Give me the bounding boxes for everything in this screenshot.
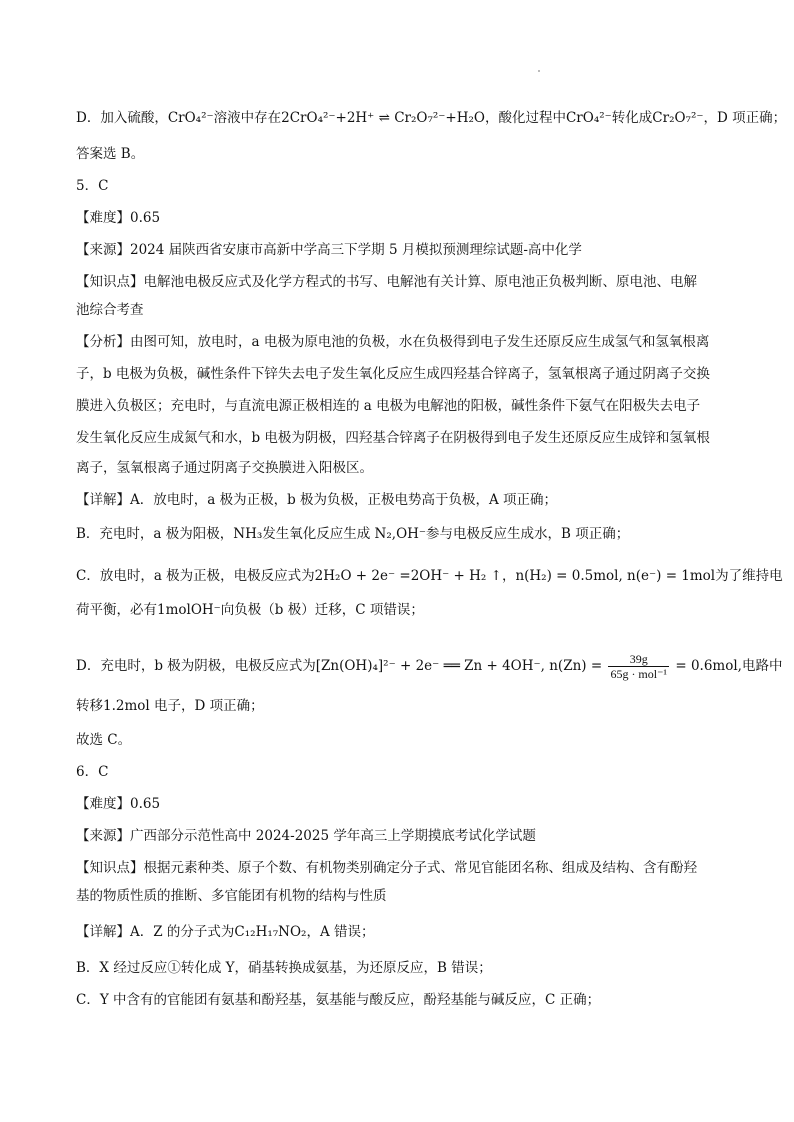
fraction-numerator: 39g (608, 652, 669, 667)
knowledge-point: 【知识点】电解池电极反应式及化学方程式的书写、电解池有关计算、原电池正负极判断、原电池、电解 (76, 274, 697, 290)
text-line: 答案选 B。 (76, 146, 145, 162)
detail-a: 【详解】A．放电时，a 极为正极，b 极为负极，正极电势高于负极，A 项正确； (76, 492, 558, 508)
detail-b: B．充电时，a 极为阳极，NH₃发生氧化反应生成 N₂,OH⁻参与电极反应生成水，B 项正确； (76, 526, 630, 542)
detail-c: C．放电时，a 极为正极，电极反应式为2H₂O + 2e⁻ =2OH⁻ + H₂ ↑，n(H₂) = 0.5mol, n(e⁻) = 1mol为了维持电 (76, 568, 783, 584)
difficulty: 【难度】0.65 (76, 210, 161, 226)
question-number: 5．C (76, 178, 109, 194)
detail-b: B．X 经过反应①转化成 Y，硝基转换成氨基，为还原反应，B 错误； (76, 960, 492, 976)
knowledge-point: 【知识点】根据元素种类、原子个数、有机物类别确定分子式、常见官能团名称、组成及结构、含有酚羟 (76, 860, 697, 876)
detail-d-cont: 转移1.2mol 电子，D 项正确； (76, 698, 264, 714)
detail-d (76, 652, 783, 681)
fraction-denominator: 65g · mol⁻¹ (610, 667, 668, 681)
detail-d-text: D．充电时，b 极为阴极，电极反应式为[Zn(OH)₄]²⁻ + 2e⁻ ══ Zn + 4OH⁻, n(Zn) = (76, 658, 603, 674)
detail-d-result: = 0.6mol,电路中 (675, 658, 783, 674)
detail-a: 【详解】A．Z 的分子式为C₁₂H₁₇NO₂，A 错误； (76, 924, 375, 940)
knowledge-point-cont: 池综合考查 (76, 302, 144, 318)
knowledge-point-cont: 基的物质性质的推断、多官能团有机物的结构与性质 (76, 888, 387, 904)
detail-c-cont: 荷平衡，必有1molOH⁻向负极（b 极）迁移，C 项错误； (76, 602, 424, 618)
analysis-cont: 发生氧化反应生成氮气和水，b 电极为阴极，四羟基合锌离子在阴极得到电子发生还原反应生成锌和氢氧根 (76, 430, 710, 446)
conclusion: 故选 C。 (76, 732, 132, 748)
analysis: 【分析】由图可知，放电时，a 电极为原电池的负极，水在负极得到电子发生还原反应生成氢气和氢氧根离 (76, 334, 710, 350)
text-line: D．加入硫酸，CrO₄²⁻溶液中存在2CrO₄²⁻+2H⁺ ⇌ Cr₂O₇²⁻+H₂O，酸化过程中CrO₄²⁻转化成Cr₂O₇²⁻，D 项正确； (76, 110, 787, 126)
difficulty: 【难度】0.65 (76, 796, 161, 812)
source: 【来源】2024 届陕西省安康市高新中学高三下学期 5 月模拟预测理综试题-高中化学 (76, 242, 582, 258)
fraction (608, 652, 669, 681)
analysis-cont: 离子，氢氧根离子通过阴离子交换膜进入阳极区。 (76, 460, 373, 476)
detail-c: C．Y 中含有的官能团有氨基和酚羟基，氨基能与酸反应，酚羟基能与碱反应，C 正确； (76, 992, 601, 1008)
scan-speck (538, 70, 540, 72)
question-number: 6．C (76, 764, 109, 780)
analysis-cont: 膜进入负极区；充电时，与直流电源正极相连的 a 电极为电解池的阳极，碱性条件下氨气在阳极失去电子 (76, 398, 701, 414)
analysis-cont: 子，b 电极为负极，碱性条件下锌失去电子发生氧化反应生成四羟基合锌离子，氢氧根离子通过阴离子交换 (76, 366, 710, 382)
source: 【来源】广西部分示范性高中 2024-2025 学年高三上学期摸底考试化学试题 (76, 828, 536, 844)
